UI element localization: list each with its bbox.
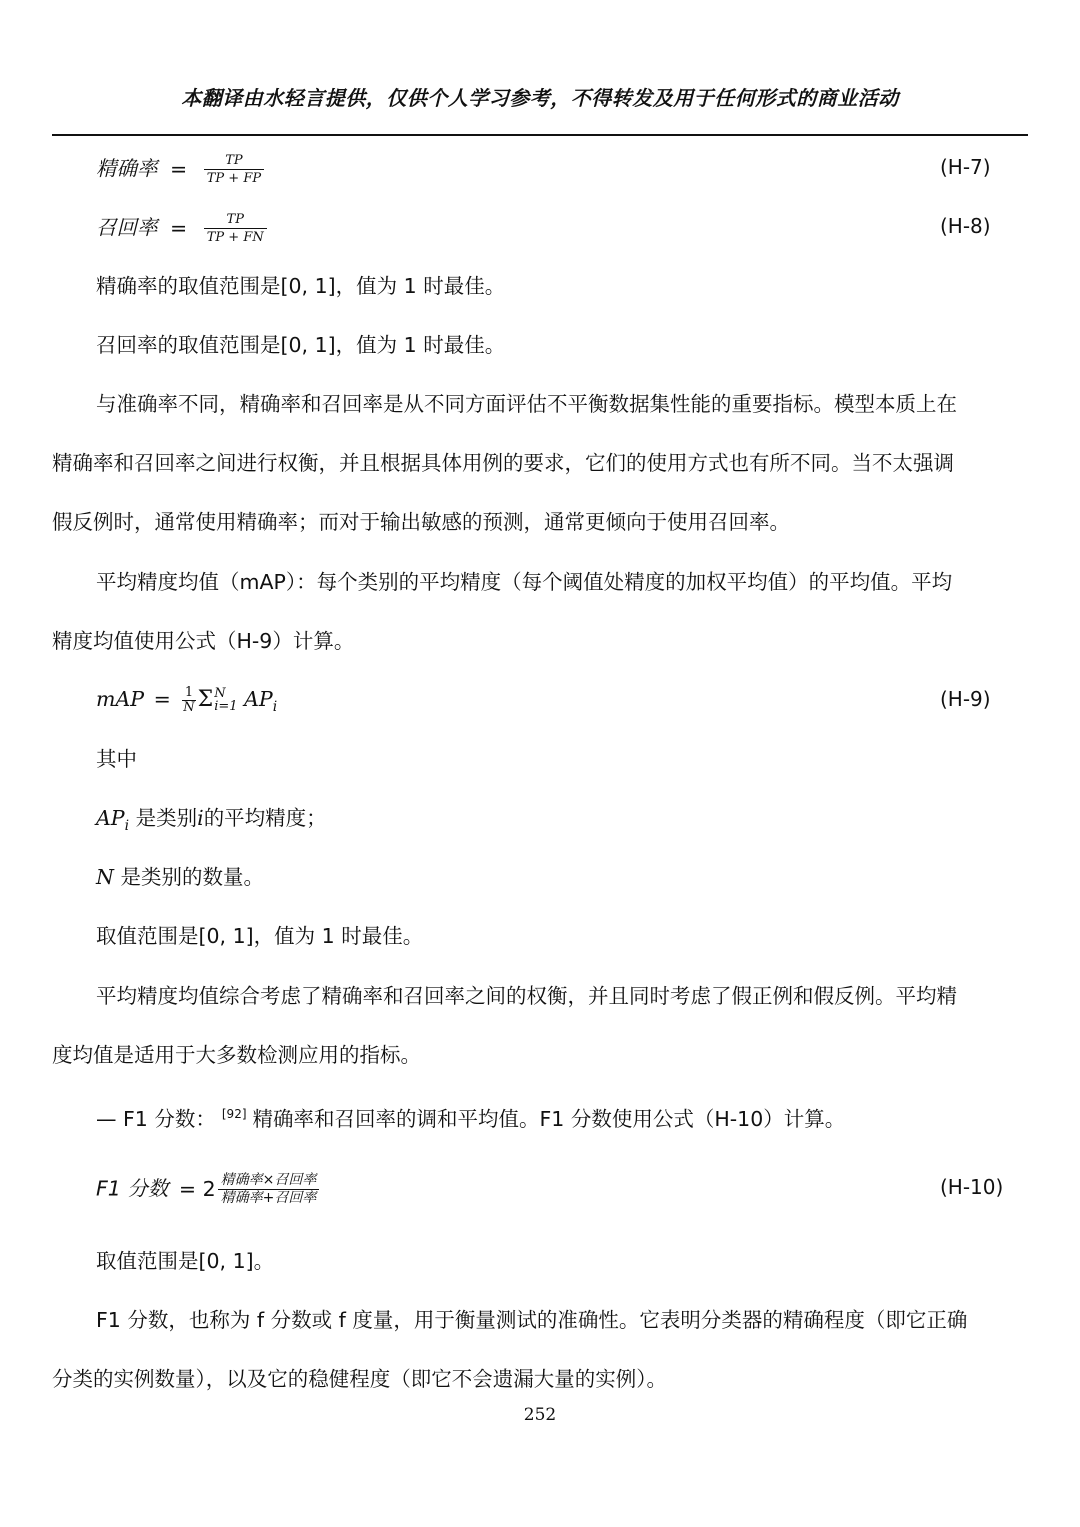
paragraph-tradeoff-line-2: 精确率和召回率之间进行权衡，并且根据具体用例的要求，它们的使用方式也有所不同。当不太强调 xyxy=(52,451,954,475)
eq-h9-sum-upper: N xyxy=(214,686,226,701)
paragraph-tradeoff-line-3: 假反例时，通常使用精确率；而对于输出敏感的预测，通常更倾向于使用召回率。 xyxy=(52,510,790,534)
paragraph-f1-desc-line-1: F1 分数，也称为 f 分数或 f 度量，用于衡量测试的准确性。它表明分类器的精确程度（即它正确 xyxy=(96,1308,968,1332)
eq-h7-lhs: 精确率 xyxy=(96,156,158,181)
paragraph-where: 其中 xyxy=(96,747,137,771)
eq-h7-equals: = xyxy=(170,156,188,181)
equation-h7 xyxy=(96,152,268,187)
paragraph-tradeoff-line-1: 与准确率不同，精确率和召回率是从不同方面评估不平衡数据集性能的重要指标。模型本质上在 xyxy=(96,392,957,416)
paragraph-recall-range: 召回率的取值范围是[0, 1]，值为 1 时最佳。 xyxy=(96,333,506,357)
eq-h8-numerator: TP xyxy=(226,212,244,227)
eq-h9-sum-limits xyxy=(214,687,237,713)
eq-h9-numerator: 1 xyxy=(184,684,194,700)
var-ap: AP xyxy=(96,806,125,830)
f1-intro-head: — F1 分数： xyxy=(96,1107,216,1131)
paragraph-n-definition xyxy=(96,862,264,892)
eq-h7-number: (H-7) xyxy=(940,155,991,179)
eq-h10-equals: = 2 xyxy=(178,1176,216,1201)
paragraph-map-summary-line-2: 度均值是适用于大多数检测应用的指标。 xyxy=(52,1043,421,1067)
paragraph-precision-range: 精确率的取值范围是[0, 1]，值为 1 时最佳。 xyxy=(96,274,506,298)
paragraph-map-summary-line-1: 平均精度均值综合考虑了精确率和召回率之间的权衡，并且同时考虑了假正例和假反例。平均精 xyxy=(96,984,957,1008)
paragraph-map-line-2: 精度均值使用公式（H-9）计算。 xyxy=(52,629,355,653)
eq-h8-equals: = xyxy=(170,215,188,240)
paragraph-map-line-1: 平均精度均值（mAP）：每个类别的平均精度（每个阈值处精度的加权平均值）的平均值。平均 xyxy=(96,570,953,594)
eq-h9-sum-lower: i=1 xyxy=(214,699,238,714)
eq-h9-equals: = xyxy=(153,687,171,711)
eq-h7-fraction xyxy=(204,152,264,187)
f1-intro-tail: 精确率和召回率的调和平均值。F1 分数使用公式（H-10）计算。 xyxy=(252,1107,846,1131)
n-definition-text: 是类别的数量。 xyxy=(113,865,264,889)
eq-h10-denominator: 精确率+召回率 xyxy=(218,1189,320,1207)
eq-h9-number: (H-9) xyxy=(940,687,991,711)
eq-h8-denominator: TP + FN xyxy=(204,228,267,246)
equation-h8 xyxy=(96,211,271,246)
ap-definition-text: 是类别 xyxy=(129,806,198,830)
paragraph-ap-definition xyxy=(96,803,327,841)
eq-h7-denominator: TP + FP xyxy=(204,169,264,187)
paragraph-f1-range: 取值范围是[0, 1]。 xyxy=(96,1249,275,1273)
var-ap-index: i xyxy=(124,818,130,834)
header-divider xyxy=(52,134,1028,136)
eq-h7-numerator: TP xyxy=(225,153,243,168)
page-number: 252 xyxy=(523,1405,557,1425)
citation-ref: [92] xyxy=(221,1107,247,1121)
eq-h10-numerator: 精确率×召回率 xyxy=(220,1172,317,1188)
equation-h10 xyxy=(96,1172,323,1207)
eq-h10-fraction xyxy=(218,1172,320,1207)
eq-h8-lhs: 召回率 xyxy=(96,215,158,240)
eq-h9-term-index: i xyxy=(272,699,278,715)
eq-h9-term: AP xyxy=(244,687,273,711)
var-i: i xyxy=(197,806,204,830)
eq-h9-fraction xyxy=(182,686,195,715)
eq-h10-number: (H-10) xyxy=(940,1175,1004,1199)
page-header: 本翻译由水轻言提供，仅供个人学习参考，不得转发及用于任何形式的商业活动 xyxy=(181,86,899,110)
eq-h8-number: (H-8) xyxy=(940,214,991,238)
paragraph-map-range: 取值范围是[0, 1]，值为 1 时最佳。 xyxy=(96,924,424,948)
var-n: N xyxy=(96,865,114,889)
eq-h9-lhs: mAP xyxy=(96,687,145,711)
paragraph-f1-intro xyxy=(96,1099,845,1134)
ap-definition-tail: 的平均精度； xyxy=(203,806,327,830)
eq-h9-denominator: N xyxy=(183,699,195,715)
eq-h9-sum-sign: Σ xyxy=(197,687,214,712)
eq-h10-lhs: F1 分数 xyxy=(96,1176,169,1201)
eq-h8-fraction xyxy=(204,211,267,246)
paragraph-f1-desc-line-2: 分类的实例数量），以及它的稳健程度（即它不会遗漏大量的实例）。 xyxy=(52,1367,667,1391)
equation-h9 xyxy=(96,684,277,722)
